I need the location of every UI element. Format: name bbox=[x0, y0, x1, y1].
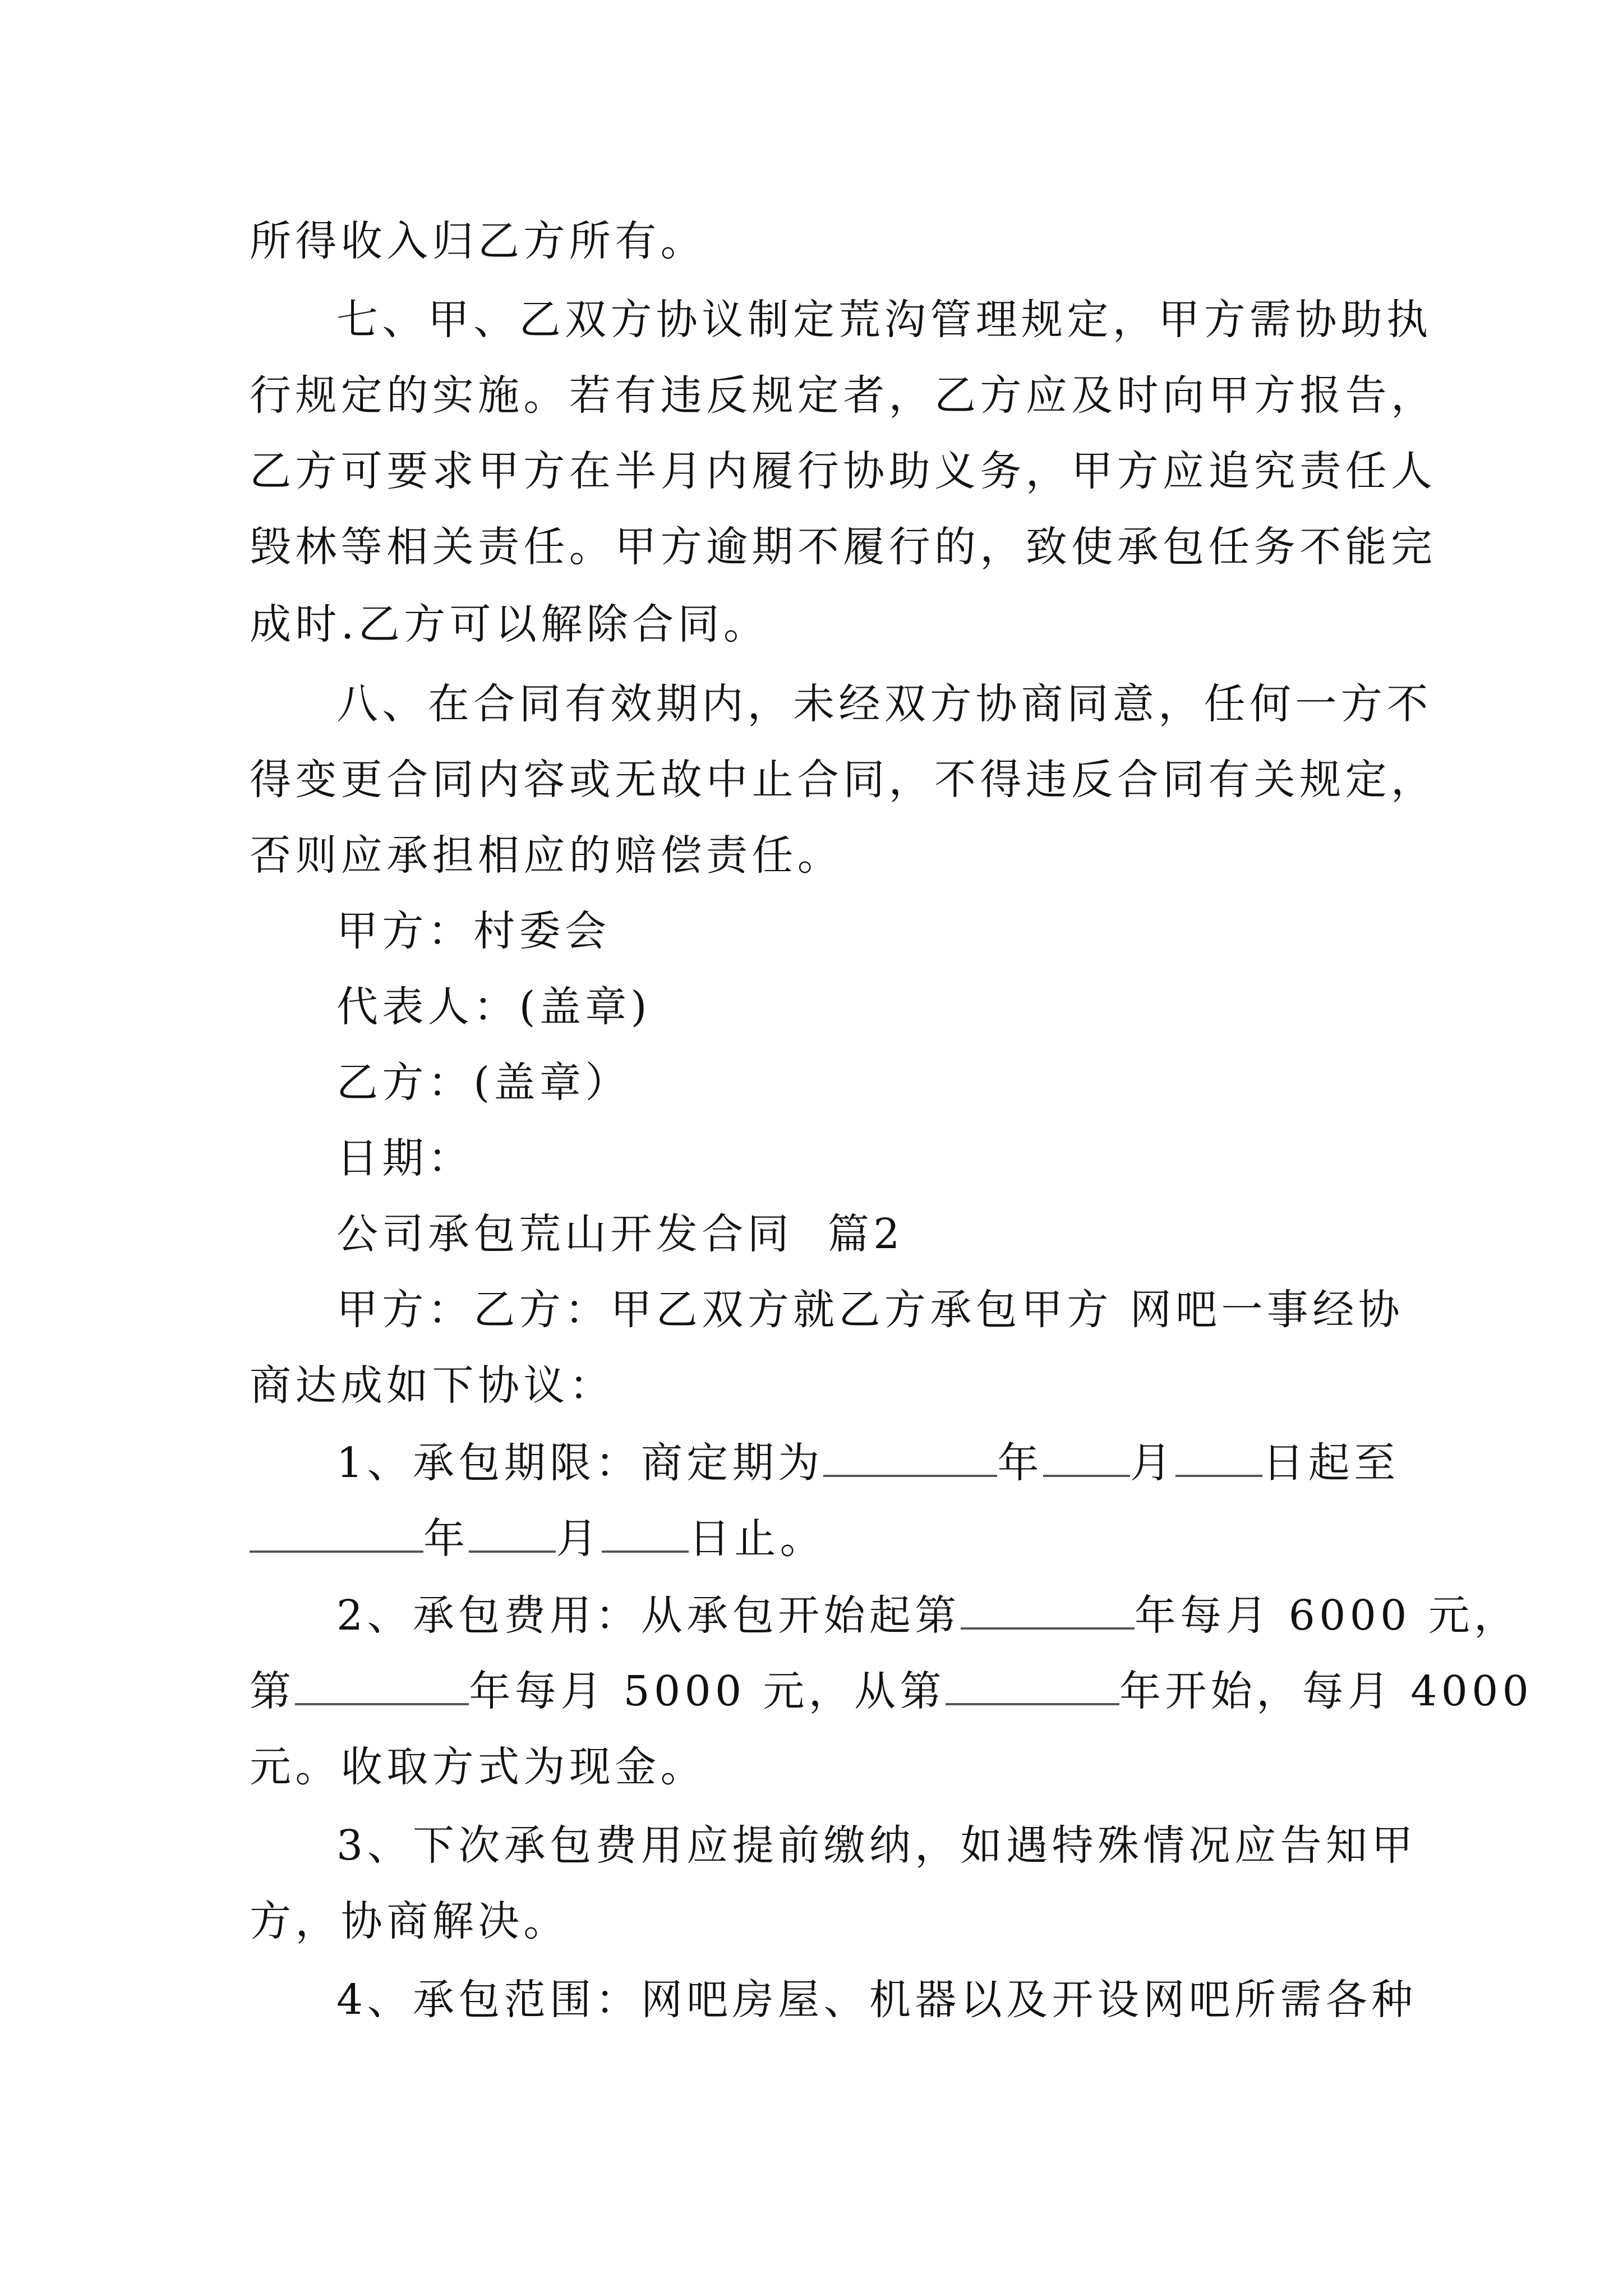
fee-line bbox=[336, 1588, 1519, 1644]
term-text: 1、承包期限：商定期为 bbox=[336, 1439, 824, 1487]
clause-8-line: 八、在合同有效期内，未经双方协商同意，任何一方不 bbox=[336, 680, 1432, 728]
clause-3-line: 方，协商解决。 bbox=[250, 1897, 569, 1945]
term-text: 日止。 bbox=[688, 1515, 826, 1563]
party-a-line: 甲方：村委会 bbox=[336, 907, 611, 955]
clause-8-line: 否则应承担相应的赔偿责任。 bbox=[250, 831, 843, 880]
clause-3-line: 3、下次承包费用应提前缴纳，如遇特殊情况应告知甲 bbox=[336, 1821, 1417, 1870]
fee-text: 2、承包费用：从承包开始起第 bbox=[336, 1591, 961, 1640]
blank-field bbox=[1175, 1440, 1262, 1477]
blank-field bbox=[961, 1593, 1135, 1630]
party-b-line: 乙方：(盖章） bbox=[336, 1059, 631, 1107]
term-text: 日起至 bbox=[1262, 1439, 1400, 1487]
term-line bbox=[250, 1511, 826, 1567]
preamble-line: 甲方：乙方：甲乙双方就乙方承包甲方 网吧一事经协 bbox=[336, 1286, 1404, 1334]
clause-4-line: 4、承包范围：网吧房屋、机器以及开设网吧所需各种 bbox=[336, 1976, 1417, 2024]
blank-field bbox=[250, 1516, 423, 1553]
blank-field bbox=[823, 1440, 997, 1477]
fee-text: 第 bbox=[250, 1667, 296, 1715]
representative-line: 代表人：(盖章) bbox=[336, 983, 651, 1031]
preamble-line: 商达成如下协议： bbox=[250, 1361, 615, 1410]
fee-line: 元。收取方式为现金。 bbox=[250, 1743, 706, 1791]
term-text: 年 bbox=[997, 1439, 1043, 1487]
clause-8-line: 得变更合同内容或无故中止合同，不得违反合同有关规定， bbox=[250, 756, 1437, 804]
paragraph-line: 所得收入归乙方所有。 bbox=[250, 217, 706, 265]
section-title: 公司承包荒山开发合同 篇2 bbox=[336, 1210, 904, 1258]
term-line bbox=[336, 1435, 1400, 1491]
clause-7-line: 成时.乙方可以解除合同。 bbox=[250, 600, 769, 648]
blank-field bbox=[469, 1516, 556, 1553]
fee-text: 年每月 6000 元， bbox=[1134, 1591, 1520, 1640]
clause-7-line: 七、甲、乙双方协议制定荒沟管理规定，甲方需协助执 bbox=[336, 296, 1432, 344]
date-line: 日期： bbox=[336, 1134, 474, 1182]
clause-7-line: 毁林等相关责任。甲方逾期不履行的，致使承包任务不能完 bbox=[250, 523, 1437, 571]
blank-field bbox=[1043, 1440, 1130, 1477]
fee-line bbox=[250, 1663, 1533, 1719]
clause-7-line: 乙方可要求甲方在半月内履行协助义务，甲方应追究责任人 bbox=[250, 447, 1437, 495]
clause-7-line: 行规定的实施。若有违反规定者，乙方应及时向甲方报告， bbox=[250, 371, 1437, 420]
blank-field bbox=[946, 1668, 1119, 1705]
term-text: 月 bbox=[556, 1515, 602, 1563]
term-text: 月 bbox=[1129, 1439, 1176, 1487]
blank-field bbox=[295, 1668, 469, 1705]
blank-field bbox=[602, 1516, 689, 1553]
fee-text: 年每月 5000 元，从第 bbox=[469, 1667, 946, 1715]
fee-text: 年开始，每月 4000 bbox=[1119, 1667, 1533, 1715]
term-text: 年 bbox=[423, 1515, 469, 1563]
